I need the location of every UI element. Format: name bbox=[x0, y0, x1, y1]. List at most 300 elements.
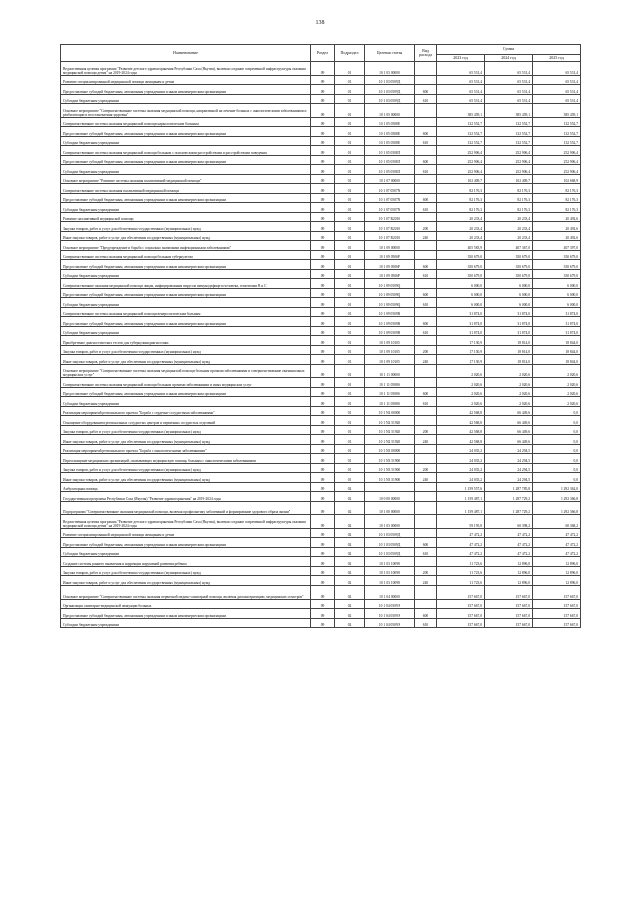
table-row bbox=[61, 576, 581, 586]
row-sum-2024: 102 409,7 bbox=[485, 174, 533, 184]
row-subsection: 01 bbox=[335, 269, 365, 279]
row-target: 10 1 09 0506Р bbox=[365, 269, 415, 279]
page-number: 138 bbox=[315, 20, 325, 26]
row-name: Совершенствование системы оказания медицинской помощи наркологическим больным bbox=[61, 117, 311, 127]
row-name: Иные закупки товаров, работ и услуг для обеспечения государственных (муниципальных) нужд bbox=[61, 355, 311, 365]
row-sum-2023: 82 176,3 bbox=[437, 193, 485, 203]
table-row bbox=[61, 317, 581, 327]
table-row bbox=[61, 547, 581, 557]
row-sum-2023: 65 531,4 bbox=[437, 75, 485, 85]
row-sum-2024: 12 896,0 bbox=[485, 557, 533, 567]
row-section: 09 bbox=[311, 397, 335, 407]
row-sum-2024: 252 906,4 bbox=[485, 165, 533, 175]
row-sum-2025: 0,0 bbox=[533, 463, 581, 473]
row-name: Основное мероприятие "Развитие системы оказания паллиативной медицинской помощи" bbox=[61, 174, 311, 184]
row-expense bbox=[415, 307, 437, 317]
row-sum-2025: 6 000,0 bbox=[533, 288, 581, 298]
row-subsection: 02 bbox=[335, 492, 365, 502]
row-expense: 200 bbox=[415, 345, 437, 355]
row-sum-2024: 24 294,5 bbox=[485, 454, 533, 464]
row-sum-2023: 2 020,6 bbox=[437, 378, 485, 388]
header-target: Целевая статья bbox=[365, 45, 415, 62]
table-row bbox=[61, 104, 581, 118]
row-sum-2023: 1 159 487,1 bbox=[437, 492, 485, 502]
row-section: 09 bbox=[311, 609, 335, 619]
row-expense bbox=[415, 492, 437, 502]
row-name: Субсидии бюджетным учреждениям bbox=[61, 397, 311, 407]
row-sum-2025: 82 176,3 bbox=[533, 203, 581, 213]
row-subsection: 02 bbox=[335, 515, 365, 529]
row-subsection: 01 bbox=[335, 435, 365, 445]
row-name: Оснащение оборудованием региональных сосудистых центров и первичных сосудистых отделений bbox=[61, 416, 311, 426]
row-target: 10 1 05 00000 bbox=[365, 104, 415, 118]
row-target: 10 1 07 R2010 bbox=[365, 231, 415, 241]
row-name: Иные закупки товаров, работ и услуг для обеспечения государственных (муниципальных) нужд bbox=[61, 473, 311, 483]
row-sum-2025: 0,0 bbox=[533, 473, 581, 483]
row-name: Закупка товаров, работ и услуг для обеспечения государственных (муниципальных) нужд bbox=[61, 222, 311, 232]
row-subsection: 01 bbox=[335, 241, 365, 251]
row-section: 09 bbox=[311, 435, 335, 445]
row-name: Предоставление субсидий бюджетным, автономным учреждениям и иным некоммерческим организациям bbox=[61, 155, 311, 165]
row-sum-2024: 18 814,0 bbox=[485, 355, 533, 365]
row-sum-2025: 31 874,0 bbox=[533, 317, 581, 327]
row-sum-2025: 102 668,9 bbox=[533, 174, 581, 184]
row-target: 10 1 09 10105 bbox=[365, 345, 415, 355]
row-expense bbox=[415, 454, 437, 464]
row-name: Приобретение диагностических тестов для туберкулинодиагностики bbox=[61, 336, 311, 346]
row-sum-2025: 252 906,4 bbox=[533, 165, 581, 175]
row-target: 10 1 09 10105 bbox=[365, 355, 415, 365]
row-sum-2023: 24 035,2 bbox=[437, 473, 485, 483]
row-sum-2023: 65 531,4 bbox=[437, 94, 485, 104]
row-sum-2025: 1 292 366,8 bbox=[533, 501, 581, 515]
row-sum-2024: 20 233,4 bbox=[485, 231, 533, 241]
row-subsection: 02 bbox=[335, 599, 365, 609]
row-subsection: 01 bbox=[335, 75, 365, 85]
row-name: Предоставление субсидий бюджетным, автономным учреждениям и иным некоммерческим организациям bbox=[61, 387, 311, 397]
row-sum-2025: 60 368,2 bbox=[533, 515, 581, 529]
row-sum-2024: 82 176,3 bbox=[485, 203, 533, 213]
row-sum-2024: 65 531,4 bbox=[485, 62, 533, 76]
row-sum-2025: 2 020,6 bbox=[533, 378, 581, 388]
row-name: Подпрограмма "Совершенствование оказания медицинской помощи, включая профилактику заболеваний и формирование здорового образа жизни" bbox=[61, 501, 311, 515]
row-sum-2024: 252 906,4 bbox=[485, 146, 533, 156]
row-expense bbox=[415, 184, 437, 194]
row-name: Государственная программа Республики Саха (Якутия) "Развитие здравоохранения" на 2019-2024 годы bbox=[61, 492, 311, 502]
table-row bbox=[61, 397, 581, 407]
row-sum-2025: 31 874,0 bbox=[533, 326, 581, 336]
row-section: 09 bbox=[311, 174, 335, 184]
row-target: 10 1 07 0507N bbox=[365, 184, 415, 194]
row-subsection: 01 bbox=[335, 212, 365, 222]
row-target: 10 1 03 0509Д bbox=[365, 528, 415, 538]
table-row bbox=[61, 231, 581, 241]
row-section: 09 bbox=[311, 599, 335, 609]
row-subsection: 01 bbox=[335, 260, 365, 270]
row-expense bbox=[415, 279, 437, 289]
row-expense: 240 bbox=[415, 473, 437, 483]
table-row bbox=[61, 557, 581, 567]
table-row bbox=[61, 250, 581, 260]
row-sum-2025: 1 292 366,8 bbox=[533, 492, 581, 502]
row-name: Совершенствование системы оказания медицинской помощи больным с психическими расстройствами и расстройствами поведения bbox=[61, 146, 311, 156]
row-expense: 610 bbox=[415, 618, 437, 628]
row-subsection: 01 bbox=[335, 378, 365, 388]
row-sum-2025: 47 472,2 bbox=[533, 547, 581, 557]
row-subsection: 01 bbox=[335, 136, 365, 146]
row-sum-2023: 132 552,7 bbox=[437, 127, 485, 137]
row-target: 10 1 09 0509Q bbox=[365, 279, 415, 289]
row-sum-2023: 20 233,4 bbox=[437, 222, 485, 232]
header-sum: Сумма bbox=[437, 45, 581, 55]
row-target: 10 1 07 R2010 bbox=[365, 222, 415, 232]
row-sum-2025: 18 844,0 bbox=[533, 345, 581, 355]
row-sum-2024: 66 449,6 bbox=[485, 435, 533, 445]
row-subsection: 01 bbox=[335, 345, 365, 355]
row-subsection: 02 bbox=[335, 547, 365, 557]
table-header-row bbox=[61, 45, 581, 55]
row-target: 10 1 05 0508Е bbox=[365, 127, 415, 137]
row-expense bbox=[415, 515, 437, 529]
row-sum-2025: 0,0 bbox=[533, 406, 581, 416]
row-target: 10 0 00 00000 bbox=[365, 492, 415, 502]
row-subsection: 01 bbox=[335, 174, 365, 184]
row-subsection: 01 bbox=[335, 85, 365, 95]
row-subsection: 01 bbox=[335, 364, 365, 378]
row-target: 10 1 11 0508S bbox=[365, 378, 415, 388]
table-row bbox=[61, 62, 581, 76]
row-name: Переоснащение медицинских организаций, оказывающих медицинскую помощь больным с онкологическими заболеваниями bbox=[61, 454, 311, 464]
row-name: Закупка товаров, работ и услуг для обеспечения государственных (муниципальных) нужд bbox=[61, 566, 311, 576]
row-sum-2023: 2 020,6 bbox=[437, 397, 485, 407]
row-section: 09 bbox=[311, 307, 335, 317]
row-sum-2023: 31 874,0 bbox=[437, 326, 485, 336]
row-sum-2025: 132 552,7 bbox=[533, 136, 581, 146]
table-row bbox=[61, 364, 581, 378]
row-name: Субсидии бюджетным учреждениям bbox=[61, 94, 311, 104]
row-sum-2024: 2 020,6 bbox=[485, 378, 533, 388]
row-section: 09 bbox=[311, 585, 335, 599]
table-row bbox=[61, 538, 581, 548]
row-section: 09 bbox=[311, 473, 335, 483]
row-sum-2023: 385 459,1 bbox=[437, 104, 485, 118]
row-sum-2025: 350 679,0 bbox=[533, 250, 581, 260]
row-sum-2024: 132 552,7 bbox=[485, 127, 533, 137]
row-subsection: 02 bbox=[335, 566, 365, 576]
table-row bbox=[61, 444, 581, 454]
row-name: Субсидии бюджетным учреждениям bbox=[61, 326, 311, 336]
row-sum-2024: 18 814,0 bbox=[485, 336, 533, 346]
row-name: Субсидии бюджетным учреждениям bbox=[61, 547, 311, 557]
row-expense bbox=[415, 501, 437, 515]
row-name: Субсидии бюджетным учреждениям bbox=[61, 269, 311, 279]
row-name: Совершенствование системы оказания медицинской помощи больным прочими заболеваниями и иных медицинских услуг bbox=[61, 378, 311, 388]
row-name: Предоставление субсидий бюджетным, автономным учреждениям и иным некоммерческим организациям bbox=[61, 193, 311, 203]
table-row bbox=[61, 378, 581, 388]
row-sum-2023: 6 000,0 bbox=[437, 279, 485, 289]
row-sum-2025: 31 874,0 bbox=[533, 307, 581, 317]
row-sum-2023: 405 583,9 bbox=[437, 241, 485, 251]
row-target: 10 1 09 0506Р bbox=[365, 260, 415, 270]
row-target: 10 1 07 0507N bbox=[365, 203, 415, 213]
row-name: Развитие специализированной медицинской помощи женщинам и детям bbox=[61, 528, 311, 538]
row-sum-2023: 47 472,2 bbox=[437, 528, 485, 538]
row-sum-2023: 20 233,4 bbox=[437, 231, 485, 241]
row-section: 09 bbox=[311, 547, 335, 557]
row-section: 09 bbox=[311, 260, 335, 270]
row-expense: 200 bbox=[415, 425, 437, 435]
row-name: Организация санитарно-медицинской эвакуации больных bbox=[61, 599, 311, 609]
row-expense: 200 bbox=[415, 222, 437, 232]
row-sum-2025: 0,0 bbox=[533, 425, 581, 435]
row-name: Амбулаторная помощь bbox=[61, 482, 311, 492]
row-sum-2025: 0,0 bbox=[533, 454, 581, 464]
row-sum-2023: 350 679,0 bbox=[437, 269, 485, 279]
row-name: Предоставление субсидий бюджетным, автономным учреждениям и иным некоммерческим организациям bbox=[61, 127, 311, 137]
row-sum-2025: 0,0 bbox=[533, 416, 581, 426]
row-sum-2025: 385 459,1 bbox=[533, 104, 581, 118]
row-sum-2025: 157 667,0 bbox=[533, 599, 581, 609]
row-target: 10 1 03 10098 bbox=[365, 576, 415, 586]
row-target: 10 1 09 00000 bbox=[365, 241, 415, 251]
row-expense bbox=[415, 378, 437, 388]
row-sum-2024: 47 472,2 bbox=[485, 547, 533, 557]
row-section: 09 bbox=[311, 416, 335, 426]
row-sum-2024: 157 667,0 bbox=[485, 585, 533, 599]
row-target: 10 1 07 00000 bbox=[365, 174, 415, 184]
row-sum-2024: 47 472,2 bbox=[485, 538, 533, 548]
budget-table bbox=[60, 44, 581, 628]
row-subsection: 02 bbox=[335, 538, 365, 548]
row-expense: 600 bbox=[415, 85, 437, 95]
row-sum-2025: 65 531,4 bbox=[533, 85, 581, 95]
row-name: Иные закупки товаров, работ и услуг для обеспечения государственных (муниципальных) нужд bbox=[61, 576, 311, 586]
row-subsection: 01 bbox=[335, 146, 365, 156]
row-sum-2023: 42 568,8 bbox=[437, 425, 485, 435]
row-expense: 240 bbox=[415, 231, 437, 241]
row-sum-2023: 59 195,8 bbox=[437, 515, 485, 529]
header-year-2023: 2023 год bbox=[437, 55, 485, 62]
row-sum-2023: 24 035,2 bbox=[437, 454, 485, 464]
row-sum-2024: 6 000,0 bbox=[485, 288, 533, 298]
row-expense bbox=[415, 174, 437, 184]
row-subsection: 01 bbox=[335, 193, 365, 203]
row-name: Основное мероприятие "Совершенствование системы оказания первичной медико-санитарной помощи, включая диспансеризацию, медицинских осмотров" bbox=[61, 585, 311, 599]
row-name: Иные закупки товаров, работ и услуг для обеспечения государственных (муниципальных) нужд bbox=[61, 435, 311, 445]
row-sum-2024: 2 020,6 bbox=[485, 387, 533, 397]
row-subsection: 01 bbox=[335, 416, 365, 426]
row-section: 09 bbox=[311, 336, 335, 346]
row-target: 10 1 03 10098 bbox=[365, 557, 415, 567]
table-row bbox=[61, 127, 581, 137]
row-expense: 600 bbox=[415, 609, 437, 619]
row-target: 10 1 11 00000 bbox=[365, 364, 415, 378]
row-subsection: 01 bbox=[335, 62, 365, 76]
row-sum-2024: 24 294,5 bbox=[485, 463, 533, 473]
row-section: 09 bbox=[311, 618, 335, 628]
row-section: 09 bbox=[311, 231, 335, 241]
row-expense: 600 bbox=[415, 193, 437, 203]
table-row bbox=[61, 241, 581, 251]
row-sum-2023: 132 552,7 bbox=[437, 136, 485, 146]
row-expense: 610 bbox=[415, 397, 437, 407]
row-sum-2024: 82 176,3 bbox=[485, 193, 533, 203]
row-section: 09 bbox=[311, 364, 335, 378]
row-expense: 600 bbox=[415, 317, 437, 327]
row-subsection: 01 bbox=[335, 454, 365, 464]
table-row bbox=[61, 136, 581, 146]
row-section: 09 bbox=[311, 463, 335, 473]
row-sum-2025: 47 472,2 bbox=[533, 538, 581, 548]
row-target: 10 1 09 0509R bbox=[365, 326, 415, 336]
row-section: 09 bbox=[311, 566, 335, 576]
row-sum-2023: 350 679,0 bbox=[437, 260, 485, 270]
row-target: 10 1 09 0509Q bbox=[365, 298, 415, 308]
row-section: 09 bbox=[311, 104, 335, 118]
row-subsection: 01 bbox=[335, 355, 365, 365]
row-subsection: 01 bbox=[335, 222, 365, 232]
row-section: 09 bbox=[311, 482, 335, 492]
table-row bbox=[61, 618, 581, 628]
row-sum-2024: 66 449,6 bbox=[485, 416, 533, 426]
row-target: 10 1 N2 51920 bbox=[365, 425, 415, 435]
row-expense: 610 bbox=[415, 298, 437, 308]
row-name: Закупка товаров, работ и услуг для обеспечения государственных (муниципальных) нужд bbox=[61, 463, 311, 473]
row-expense bbox=[415, 250, 437, 260]
row-sum-2024: 6 000,0 bbox=[485, 279, 533, 289]
row-sum-2024: 1 287 785,8 bbox=[485, 482, 533, 492]
table-row bbox=[61, 117, 581, 127]
row-sum-2024: 47 472,2 bbox=[485, 528, 533, 538]
row-section: 09 bbox=[311, 212, 335, 222]
row-sum-2024: 31 874,0 bbox=[485, 307, 533, 317]
row-name: Совершенствование системы оказания медицинской помощи венерологическим больным bbox=[61, 307, 311, 317]
row-target: 10 1 N2 51920 bbox=[365, 435, 415, 445]
row-sum-2023: 17 130,9 bbox=[437, 345, 485, 355]
row-sum-2025: 252 906,4 bbox=[533, 155, 581, 165]
row-section: 09 bbox=[311, 222, 335, 232]
table-row bbox=[61, 222, 581, 232]
row-sum-2023: 42 568,8 bbox=[437, 416, 485, 426]
row-target: 10 1 09 0509R bbox=[365, 307, 415, 317]
row-target: 10 1 N3 51900 bbox=[365, 454, 415, 464]
row-expense bbox=[415, 62, 437, 76]
row-expense bbox=[415, 482, 437, 492]
table-row bbox=[61, 585, 581, 599]
row-expense: 600 bbox=[415, 127, 437, 137]
row-section: 09 bbox=[311, 250, 335, 260]
row-target: 10 1 N3 51900 bbox=[365, 463, 415, 473]
row-target: 10 1 09 0506Р bbox=[365, 250, 415, 260]
row-section: 09 bbox=[311, 557, 335, 567]
row-section: 09 bbox=[311, 165, 335, 175]
row-section: 09 bbox=[311, 528, 335, 538]
row-sum-2025: 2 020,6 bbox=[533, 364, 581, 378]
row-sum-2023: 102 409,7 bbox=[437, 174, 485, 184]
table-row bbox=[61, 155, 581, 165]
row-section: 09 bbox=[311, 193, 335, 203]
row-target: 10 1 03 0509Д bbox=[365, 94, 415, 104]
row-expense: 600 bbox=[415, 387, 437, 397]
table-row bbox=[61, 307, 581, 317]
row-sum-2023: 42 568,8 bbox=[437, 435, 485, 445]
row-section: 09 bbox=[311, 279, 335, 289]
row-target: 10 1 03 0509Д bbox=[365, 85, 415, 95]
row-target: 10 1 11 0508S bbox=[365, 397, 415, 407]
row-sum-2025: 6 000,0 bbox=[533, 298, 581, 308]
row-subsection: 01 bbox=[335, 288, 365, 298]
row-name: Предоставление субсидий бюджетным, автономным учреждениям и иным некоммерческим организациям bbox=[61, 609, 311, 619]
table-row bbox=[61, 269, 581, 279]
row-subsection: 02 bbox=[335, 482, 365, 492]
row-target: 10 1 05 0508Е bbox=[365, 117, 415, 127]
row-subsection: 01 bbox=[335, 203, 365, 213]
table-row bbox=[61, 184, 581, 194]
row-section: 09 bbox=[311, 345, 335, 355]
row-name: Развитие специализированной медицинской помощи женщинам и детям bbox=[61, 75, 311, 85]
row-name: Основное мероприятие "Предупреждение и борьба с социально значимыми инфекционными заболеваниями" bbox=[61, 241, 311, 251]
row-subsection: 01 bbox=[335, 317, 365, 327]
row-sum-2024: 60 398,2 bbox=[485, 515, 533, 529]
row-sum-2025: 350 679,0 bbox=[533, 269, 581, 279]
row-target: 10 1 05 0508Л bbox=[365, 165, 415, 175]
row-subsection: 01 bbox=[335, 425, 365, 435]
row-name: Предоставление субсидий бюджетным, автономным учреждениям и иным некоммерческим организациям bbox=[61, 260, 311, 270]
row-sum-2024: 385 459,1 bbox=[485, 104, 533, 118]
table-row bbox=[61, 406, 581, 416]
row-sum-2024: 157 667,0 bbox=[485, 609, 533, 619]
row-sum-2023: 65 531,4 bbox=[437, 62, 485, 76]
row-expense bbox=[415, 212, 437, 222]
row-sum-2023: 47 472,2 bbox=[437, 538, 485, 548]
row-sum-2023: 157 667,0 bbox=[437, 585, 485, 599]
row-expense bbox=[415, 241, 437, 251]
row-section: 09 bbox=[311, 288, 335, 298]
row-target: 10 1 04 0509Э bbox=[365, 599, 415, 609]
row-subsection: 01 bbox=[335, 397, 365, 407]
table-row bbox=[61, 515, 581, 529]
row-name: Иные закупки товаров, работ и услуг для обеспечения государственных (муниципальных) нужд bbox=[61, 231, 311, 241]
row-section: 09 bbox=[311, 538, 335, 548]
row-subsection: 02 bbox=[335, 501, 365, 515]
table-row bbox=[61, 425, 581, 435]
row-subsection: 01 bbox=[335, 279, 365, 289]
table-row bbox=[61, 599, 581, 609]
row-sum-2025: 18 844,0 bbox=[533, 355, 581, 365]
row-sum-2024: 350 679,0 bbox=[485, 260, 533, 270]
row-expense bbox=[415, 146, 437, 156]
row-target: 10 1 N3 00000 bbox=[365, 444, 415, 454]
row-section: 09 bbox=[311, 269, 335, 279]
row-sum-2024: 157 667,0 bbox=[485, 618, 533, 628]
row-name: Совершенствование системы оказания медицинской помощи больным туберкулезом bbox=[61, 250, 311, 260]
row-sum-2025: 65 531,4 bbox=[533, 62, 581, 76]
row-section: 09 bbox=[311, 75, 335, 85]
row-subsection: 02 bbox=[335, 609, 365, 619]
row-target: 10 1 11 0508S bbox=[365, 387, 415, 397]
row-sum-2025: 18 844,0 bbox=[533, 336, 581, 346]
row-expense: 200 bbox=[415, 566, 437, 576]
table-row bbox=[61, 279, 581, 289]
row-expense: 600 bbox=[415, 260, 437, 270]
row-sum-2024: 12 896,0 bbox=[485, 566, 533, 576]
row-sum-2024: 20 233,4 bbox=[485, 222, 533, 232]
row-section: 09 bbox=[311, 117, 335, 127]
row-target: 10 1 03 10098 bbox=[365, 566, 415, 576]
row-sum-2023: 157 667,0 bbox=[437, 618, 485, 628]
table-row bbox=[61, 609, 581, 619]
row-target: 10 1 09 0509R bbox=[365, 317, 415, 327]
